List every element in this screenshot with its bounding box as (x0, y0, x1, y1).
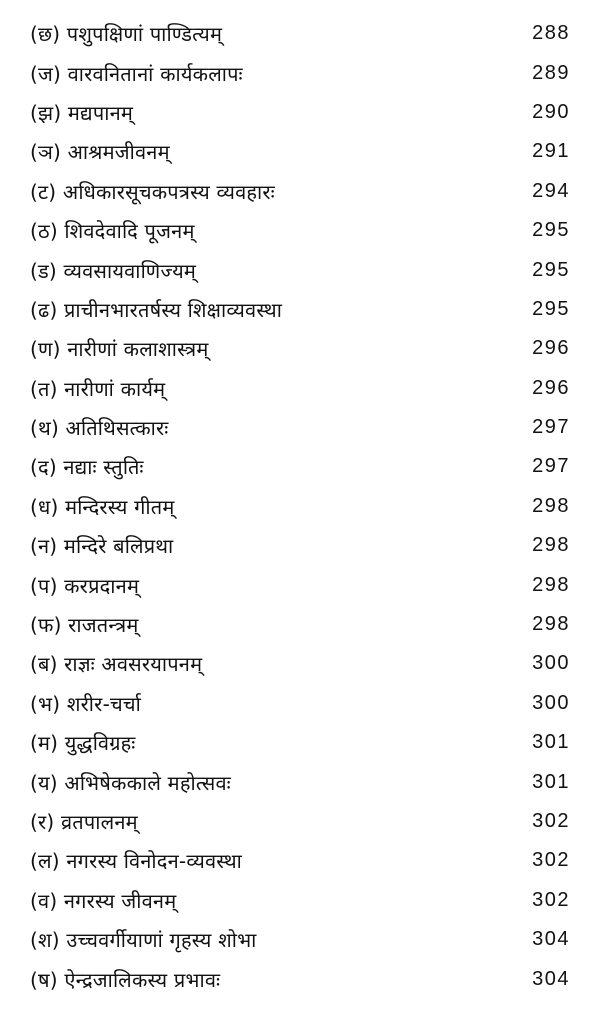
toc-entry-title: (ष) ऐन्द्रजालिकस्य प्रभावः (30, 967, 221, 992)
toc-entry-page-number: 300 (532, 652, 570, 675)
toc-entry-title: (ज) वारवनितानां कार्यकलापः (30, 61, 243, 86)
toc-entry-page-number: 295 (532, 219, 570, 242)
toc-entry-title: (र) व्रतपालनम् (30, 810, 138, 834)
toc-entry-title: (ञ) आश्रमजीवनम् (30, 140, 170, 165)
toc-entry (30, 802, 570, 841)
toc-entry-page-number: 302 (532, 849, 570, 872)
toc-entry-page-number: 294 (532, 179, 570, 202)
toc-entry-page-number: 302 (532, 810, 570, 832)
toc-entry (30, 920, 570, 959)
toc-entry-page-number: 298 (532, 573, 570, 596)
toc-entry-title: (ढ) प्राचीनभारतर्षस्य शिक्षाव्यवस्था (30, 297, 283, 322)
toc-entry (30, 408, 570, 447)
toc-entry (30, 53, 570, 92)
toc-entry-page-number: 297 (532, 455, 570, 478)
toc-entry-title: (ठ) शिवदेवादि पूजनम् (30, 219, 195, 244)
toc-entry (30, 93, 570, 132)
toc-entry-title: (फ) राजतन्त्रम् (30, 613, 139, 638)
toc-entry-title: (म) युद्धविग्रहः (30, 731, 136, 756)
toc-entry-title: (य) अभिषेककाले महोत्सवः (30, 770, 231, 795)
toc-entry (30, 644, 570, 683)
toc-entry (30, 762, 570, 801)
toc-entry-page-number: 291 (532, 140, 570, 163)
toc-entry-page-number: 300 (532, 691, 570, 714)
toc-entry (30, 369, 570, 408)
toc-entry-title: (व) नगरस्य जीवनम् (30, 888, 177, 913)
toc-entry-title: (ट) अधिकारसूचकपत्रस्य व्यवहारः (30, 179, 275, 204)
toc-entry (30, 290, 570, 329)
toc-entry (30, 881, 570, 920)
toc-entry-page-number: 301 (532, 731, 570, 754)
toc-entry (30, 250, 570, 289)
toc-entry (30, 329, 570, 368)
toc-entry-page-number: 298 (532, 494, 570, 517)
toc-entry (30, 487, 570, 526)
toc-entry-title: (भ) शरीर-चर्चा (30, 691, 141, 716)
toc-entry-title: (श) उच्चवर्गीयाणां गृहस्य शोभा (30, 928, 257, 953)
toc-entry-page-number: 304 (532, 928, 570, 951)
toc-entry-title: (न) मन्दिरे बलिप्रथा (30, 534, 174, 559)
toc-entry (30, 526, 570, 565)
toc-entry-page-number: 301 (532, 770, 570, 793)
toc-entry (30, 172, 570, 211)
toc-entry-page-number: 290 (532, 100, 570, 123)
table-of-contents (30, 14, 570, 999)
toc-entry (30, 723, 570, 762)
toc-entry-title: (छ) पशुपक्षिणां पाण्डित्यम् (30, 22, 223, 47)
toc-entry-page-number: 304 (532, 967, 570, 990)
toc-entry-title: (ब) राज्ञः अवसरयापनम् (30, 652, 203, 677)
toc-entry-title: (झ) मद्यपानम् (30, 100, 134, 125)
toc-entry-page-number: 295 (532, 297, 570, 320)
toc-entry-page-number: 297 (532, 416, 570, 439)
toc-entry-title: (ल) नगरस्य विनोदन-व्यवस्था (30, 849, 243, 874)
toc-entry (30, 14, 570, 53)
toc-entry-page-number: 298 (532, 534, 570, 557)
toc-entry-title: (त) नारीणां कार्यम् (30, 376, 166, 401)
toc-entry (30, 211, 570, 250)
toc-entry-page-number: 295 (532, 258, 570, 281)
toc-entry (30, 565, 570, 604)
toc-entry (30, 605, 570, 644)
toc-entry-page-number: 288 (532, 22, 570, 45)
toc-entry-title: (द) नद्याः स्तुतिः (30, 455, 144, 480)
toc-entry (30, 447, 570, 486)
toc-entry (30, 841, 570, 880)
toc-entry-page-number: 302 (532, 888, 570, 911)
toc-entry-page-number: 298 (532, 613, 570, 636)
toc-entry (30, 132, 570, 171)
toc-entry-title: (प) करप्रदानम् (30, 573, 140, 598)
toc-entry (30, 959, 570, 998)
toc-entry-page-number: 289 (532, 61, 570, 84)
toc-entry-title: (थ) अतिथिसत्कारः (30, 416, 169, 441)
toc-entry (30, 684, 570, 723)
toc-entry-title: (ण) नारीणां कलाशास्त्रम् (30, 337, 209, 362)
toc-entry-title: (ड) व्यवसायवाणिज्यम् (30, 258, 197, 283)
toc-entry-page-number: 296 (532, 337, 570, 360)
toc-entry-page-number: 296 (532, 376, 570, 399)
toc-entry-title: (ध) मन्दिरस्य गीतम् (30, 494, 175, 519)
